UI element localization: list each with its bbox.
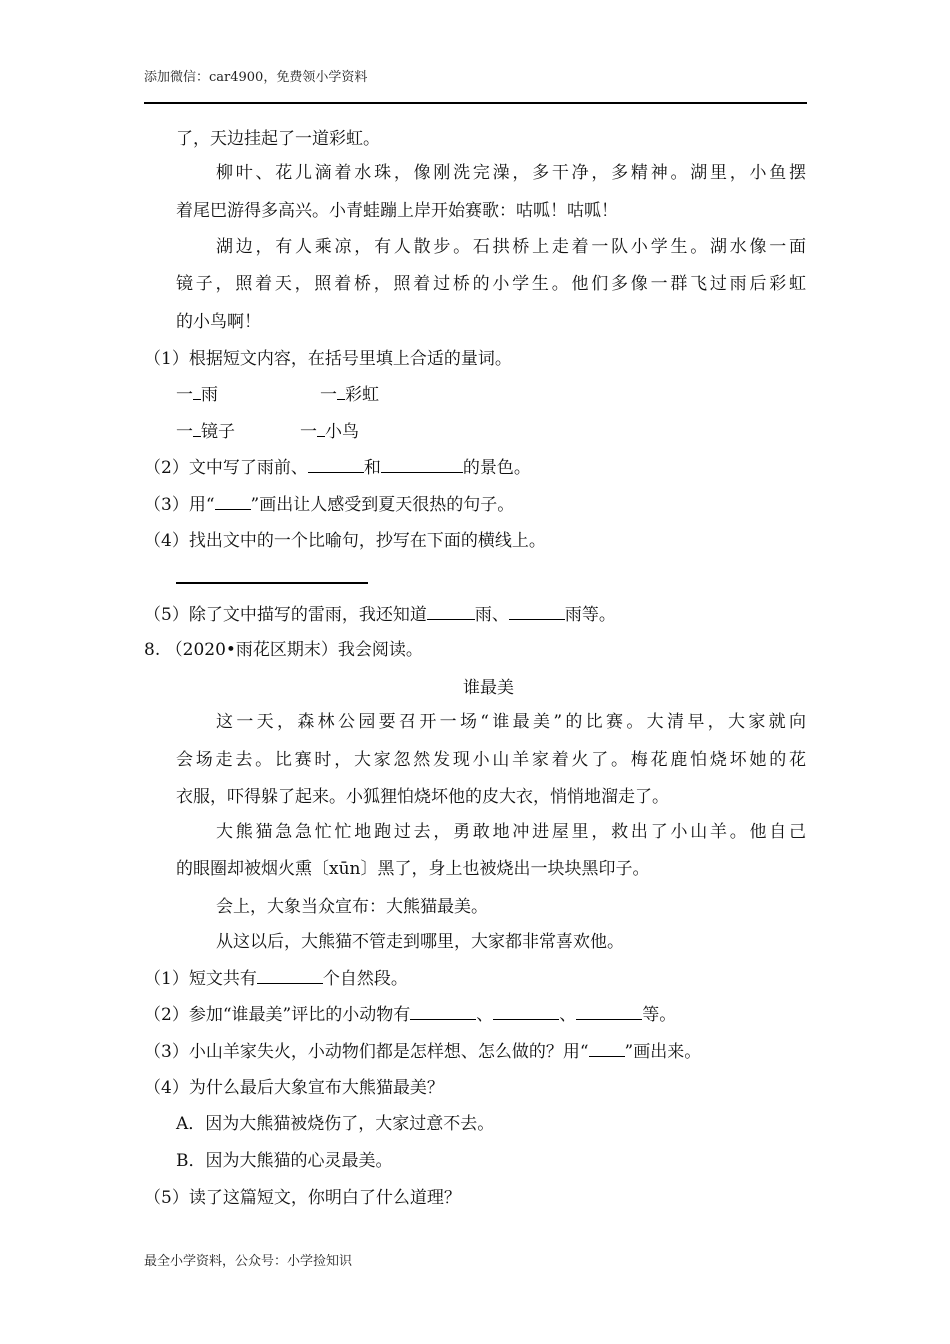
q8-passage-line-3: 衣服，吓得躲了起来。小狐狸怕烧坏他的皮大衣，悄悄地溜走了。 [176, 787, 669, 807]
q8-passage-line-4: 大熊猫急急忙忙地跑过去，勇敢地冲进屋里，救出了小山羊。他自己 [216, 822, 806, 842]
q7-q2-text: 的景色。 [462, 458, 531, 478]
q8-passage-line-7: 从这以后，大熊猫不管走到哪里，大家都非常喜欢他。 [216, 932, 624, 952]
answer-blank[interactable] [410, 1003, 476, 1020]
measure-word-label: 一 [320, 385, 337, 405]
q7-passage-line-3: 着尾巴游得多高兴。小青蛙蹦上岸开始赛歌：咕呱！咕呱！ [176, 201, 618, 221]
answer-blank[interactable] [317, 420, 325, 437]
q8-q2-text: 、 [476, 1005, 494, 1025]
q8-question-4: （4）为什么最后大象宣布大熊猫最美？ [144, 1078, 444, 1098]
answer-blank[interactable] [427, 603, 475, 620]
q7-passage-line-5: 镜子，照着天，照着桥，照着过桥的小学生。他们多像一群飞过雨后彩虹 [176, 274, 806, 294]
header-divider [144, 102, 807, 104]
q7-q5-text: （5）除了文中描写的雷雨，我还知道 [144, 605, 427, 625]
answer-blank[interactable] [509, 603, 565, 620]
q8-q1-text: 个自然段。 [322, 969, 408, 989]
answer-line[interactable] [176, 582, 368, 584]
page-header: 添加微信：car4900，免费领小学资料 [144, 70, 368, 85]
passage-title: 谁最美 [463, 678, 514, 698]
underline-mark-sample [215, 493, 251, 510]
q7-q1-row-1 [176, 383, 218, 406]
q8-question-2 [144, 1003, 676, 1026]
measure-noun: 彩虹 [345, 385, 379, 405]
q8-question-3 [144, 1040, 701, 1063]
q7-q1-row-1b [320, 383, 379, 406]
q7-passage-line-2: 柳叶、花儿滴着水珠，像刚洗完澡，多干净，多精神。湖里，小鱼摆 [216, 163, 806, 183]
q7-passage-line-1: 了，天边挂起了一道彩虹。 [176, 129, 380, 149]
q8-passage-line-6: 会上，大象当众宣布：大熊猫最美。 [216, 897, 488, 917]
option-a[interactable]: A．因为大熊猫被烧伤了，大家过意不去。 [176, 1114, 495, 1134]
measure-noun: 雨 [201, 385, 218, 405]
answer-blank[interactable] [493, 1003, 559, 1020]
q8-q2-text: （2）参加“谁最美”评比的小动物有 [144, 1005, 411, 1025]
q8-passage-line-5: 的眼圈却被烟火熏〔xūn〕黑了，身上也被烧出一块块黑印子。 [176, 859, 650, 879]
answer-blank[interactable] [576, 1003, 642, 1020]
q7-passage-line-6: 的小鸟啊！ [176, 312, 261, 332]
q7-question-1: （1）根据短文内容，在括号里填上合适的量词。 [144, 349, 512, 369]
answer-blank[interactable] [193, 420, 201, 437]
q7-q1-row-2b [300, 420, 359, 443]
answer-blank[interactable] [308, 456, 364, 473]
q8-passage-line-2: 会场走去。比赛时，大家忽然发现小山羊家着火了。梅花鹿怕烧坏她的花 [176, 750, 806, 770]
q7-q1-row-2 [176, 420, 235, 443]
option-b[interactable]: B．因为大熊猫的心灵最美。 [176, 1151, 393, 1171]
q8-question-1 [144, 967, 408, 990]
q7-passage-line-4: 湖边，有人乘凉，有人散步。石拱桥上走着一队小学生。湖水像一面 [216, 237, 806, 257]
measure-word-label: 一 [300, 422, 317, 442]
answer-blank[interactable] [257, 967, 323, 984]
q8-q2-text: 等。 [642, 1005, 677, 1025]
q8-q3-text: ”画出来。 [624, 1042, 702, 1062]
q7-question-5 [144, 603, 616, 626]
q8-q2-text: 、 [559, 1005, 577, 1025]
q8-heading: 8. （2020•雨花区期末）我会阅读。 [144, 640, 423, 660]
answer-blank[interactable] [337, 383, 345, 400]
underline-mark-sample [589, 1040, 625, 1057]
page-footer: 最全小学资料，公众号：小学捡知识 [144, 1254, 353, 1269]
q7-q3-text: ”画出让人感受到夏天很热的句子。 [250, 495, 515, 515]
answer-blank[interactable] [193, 383, 201, 400]
measure-word-label: 一 [176, 422, 193, 442]
q7-q5-text: 雨、 [474, 605, 509, 625]
q7-question-4: （4）找出文中的一个比喻句，抄写在下面的横线上。 [144, 531, 546, 551]
q7-question-3 [144, 493, 514, 516]
q7-question-2 [144, 456, 531, 479]
q7-q5-text: 雨等。 [564, 605, 616, 625]
q7-q3-text: （3）用“ [144, 495, 215, 515]
q8-q3-text: （3）小山羊家失火，小动物们都是怎样想、怎么做的？用“ [144, 1042, 589, 1062]
q8-question-5: （5）读了这篇短文，你明白了什么道理？ [144, 1188, 461, 1208]
answer-blank[interactable] [381, 456, 463, 473]
measure-noun: 镜子 [201, 422, 235, 442]
measure-word-label: 一 [176, 385, 193, 405]
q7-q2-text: 和 [363, 458, 381, 478]
q7-q2-text: （2）文中写了雨前、 [144, 458, 308, 478]
q8-passage-line-1: 这一天，森林公园要召开一场“谁最美”的比赛。大清早，大家就向 [216, 712, 806, 732]
measure-noun: 小鸟 [325, 422, 359, 442]
q8-q1-text: （1）短文共有 [144, 969, 257, 989]
